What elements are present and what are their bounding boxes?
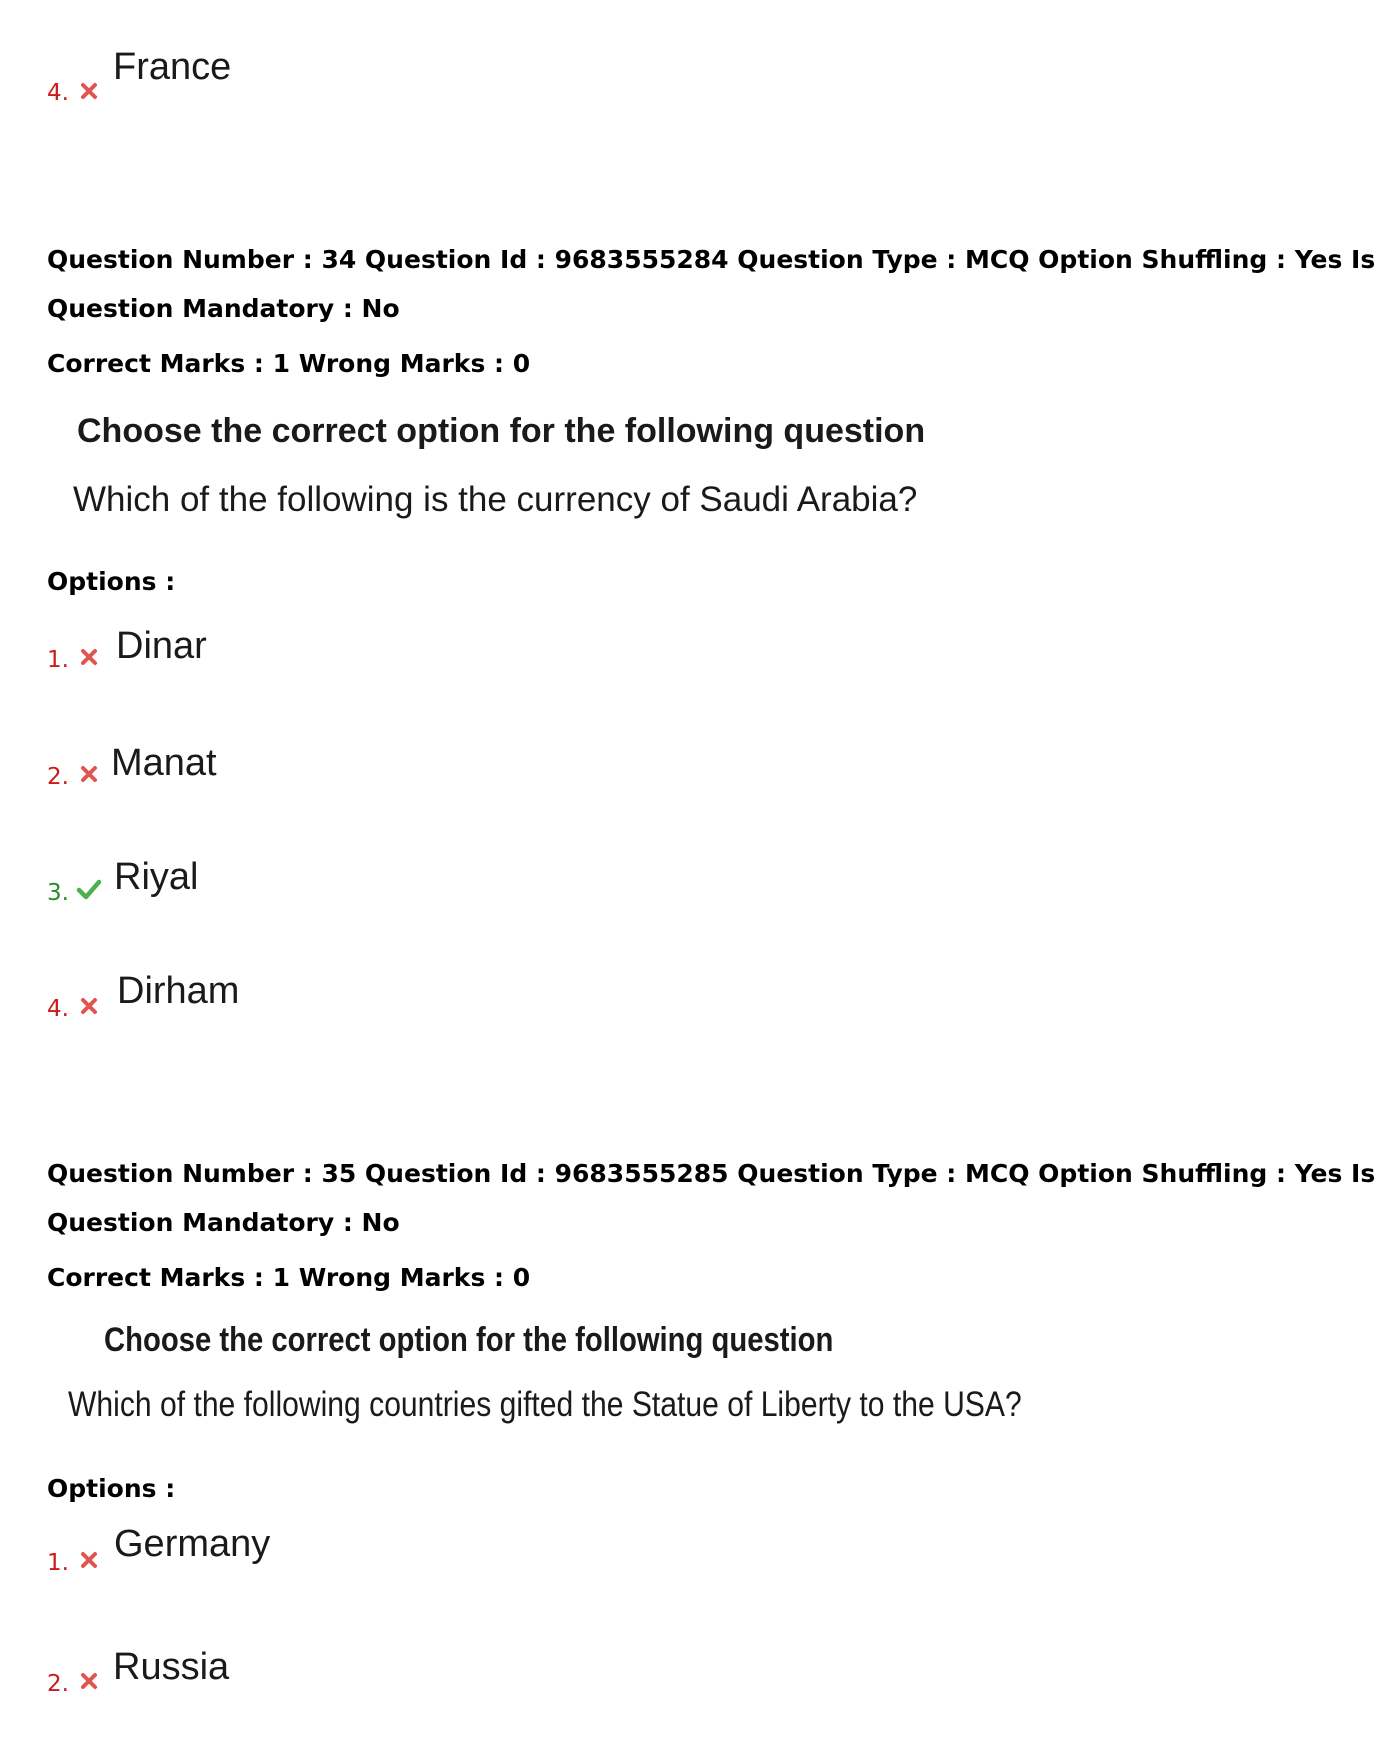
option-number: 4. [47,80,69,106]
marks-line: Correct Marks : 1 Wrong Marks : 0 [47,1263,531,1292]
option-number: 1. [47,647,69,673]
options-label: Options : [47,567,176,596]
check-icon [76,878,102,900]
option-number: 3. [47,880,69,906]
options-label: Options : [47,1474,176,1503]
question-text: Which of the following is the currency of Saudi Arabia? [73,480,918,519]
option-text: Russia [113,1646,230,1688]
option-text: Dirham [117,970,240,1012]
cross-icon [78,763,100,785]
question-mandatory-line: Question Mandatory : No [47,1208,400,1237]
cross-icon [78,995,100,1017]
option-text: Germany [114,1523,271,1565]
cross-icon [78,1549,100,1571]
cross-icon [78,1670,100,1692]
option-text: Riyal [114,856,199,898]
question-mandatory-line: Question Mandatory : No [47,294,400,323]
option-number: 2. [47,764,69,790]
cross-icon [78,80,100,102]
question-text: Which of the following countries gifted the Statue of Liberty to the USA? [68,1385,1022,1424]
marks-line: Correct Marks : 1 Wrong Marks : 0 [47,349,531,378]
question-meta-line: Question Number : 34 Question Id : 9683555284 Question Type : MCQ Option Shuffling : Yes Is [47,245,1375,274]
option-text: Manat [111,742,217,784]
question-meta-line: Question Number : 35 Question Id : 9683555285 Question Type : MCQ Option Shuffling : Yes Is [47,1159,1375,1188]
question-instruction: Choose the correct option for the following question [77,412,926,450]
option-text: Dinar [116,625,207,667]
option-number: 1. [47,1550,69,1576]
option-number: 4. [47,996,69,1022]
option-text: France [113,46,232,88]
question-instruction: Choose the correct option for the following question [104,1321,834,1359]
cross-icon [78,646,100,668]
option-number: 2. [47,1671,69,1697]
